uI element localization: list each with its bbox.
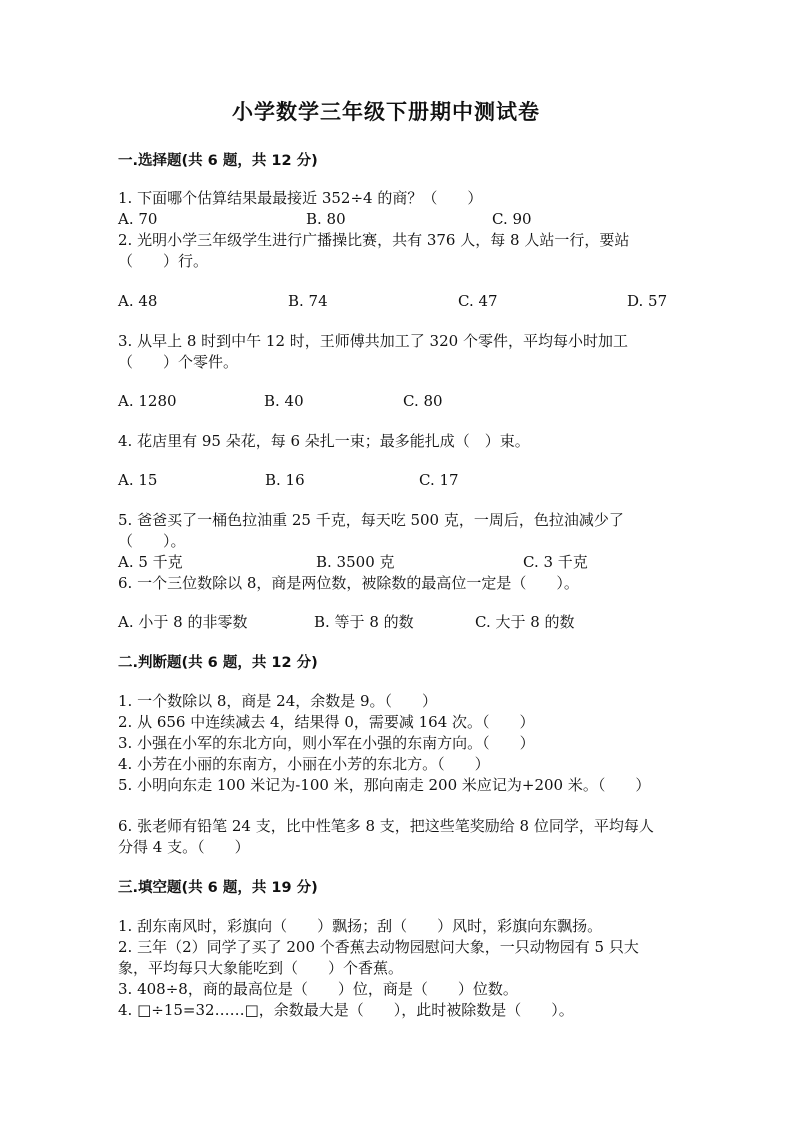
option-c: C. 47 <box>458 292 498 310</box>
question-line: 1. 下面哪个估算结果最最接近 352÷4 的商？（ ） <box>118 189 483 207</box>
question-line: 3. 从早上 8 时到中午 12 时，王师傅共加工了 320 个零件，平均每小时加工 <box>118 332 628 350</box>
option-a: A. 小于 8 的非零数 <box>118 613 248 631</box>
question-line: 5. 爸爸买了一桶色拉油重 25 千克，每天吃 500 克，一周后，色拉油减少了 <box>118 511 624 529</box>
question-line: 3. 408÷8，商的最高位是（ ）位，商是（ ）位数。 <box>118 980 518 998</box>
page-title: 小学数学三年级下册期中测试卷 <box>232 99 540 124</box>
question-line: 1. 刮东南风时，彩旗向（ ）飘扬；刮（ ）风时，彩旗向东飘扬。 <box>118 917 603 935</box>
option-a: A. 5 千克 <box>118 553 183 571</box>
section-heading-judgement: 二.判断题(共 6 题，共 12 分) <box>118 655 318 671</box>
question-line: 2. 三年（2）同学了买了 200 个香蕉去动物园慰问大象，一只动物园有 5 只大 <box>118 938 639 956</box>
question-line: 6. 张老师有铅笔 24 支，比中性笔多 8 支，把这些笔奖励给 8 位同学，平均每人 <box>118 817 654 835</box>
section-heading-fill-blank: 三.填空题(共 6 题，共 19 分) <box>118 880 318 896</box>
option-c: C. 大于 8 的数 <box>475 613 575 631</box>
section-heading-choice: 一.选择题(共 6 题，共 12 分) <box>118 153 318 169</box>
option-c: C. 17 <box>419 471 459 489</box>
question-line: 1. 一个数除以 8，商是 24，余数是 9。（ ） <box>118 692 438 710</box>
option-c: C. 90 <box>492 210 532 228</box>
option-c: C. 3 千克 <box>523 553 588 571</box>
question-line: 5. 小明向东走 100 米记为-100 米，那向南走 200 米应记为+200 米。（ ） <box>118 776 651 794</box>
option-a: A. 15 <box>118 471 158 489</box>
option-a: A. 70 <box>118 210 158 228</box>
option-b: B. 40 <box>264 392 304 410</box>
question-line: 象，平均每只大象能吃到（ ）个香蕉。 <box>118 959 404 977</box>
question-line: 2. 光明小学三年级学生进行广播操比赛，共有 376 人，每 8 人站一行，要站 <box>118 231 630 249</box>
option-a: A. 1280 <box>118 392 177 410</box>
question-line: （ ）。 <box>118 532 186 550</box>
option-d: D. 57 <box>627 292 668 310</box>
question-line: 4. 花店里有 95 朵花，每 6 朵扎一束；最多能扎成（ ）束。 <box>118 432 530 450</box>
question-line: 4. 小芳在小丽的东南方，小丽在小芳的东北方。（ ） <box>118 755 490 773</box>
option-b: B. 74 <box>288 292 328 310</box>
option-c: C. 80 <box>403 392 443 410</box>
question-line: 分得 4 支。（ ） <box>118 838 250 856</box>
question-line: 6. 一个三位数除以 8，商是两位数，被除数的最高位一定是（ ）。 <box>118 574 579 592</box>
option-a: A. 48 <box>118 292 158 310</box>
question-line: （ ）行。 <box>118 252 209 270</box>
option-b: B. 等于 8 的数 <box>314 613 414 631</box>
option-b: B. 80 <box>306 210 346 228</box>
option-b: B. 16 <box>265 471 305 489</box>
question-line: 3. 小强在小军的东北方向，则小军在小强的东南方向。（ ） <box>118 734 535 752</box>
question-line: （ ）个零件。 <box>118 353 239 371</box>
question-line: 2. 从 656 中连续减去 4，结果得 0，需要减 164 次。（ ） <box>118 713 535 731</box>
question-line: 4. □÷15=32……□，余数最大是（ ），此时被除数是（ ）。 <box>118 1001 574 1019</box>
option-b: B. 3500 克 <box>316 553 395 571</box>
